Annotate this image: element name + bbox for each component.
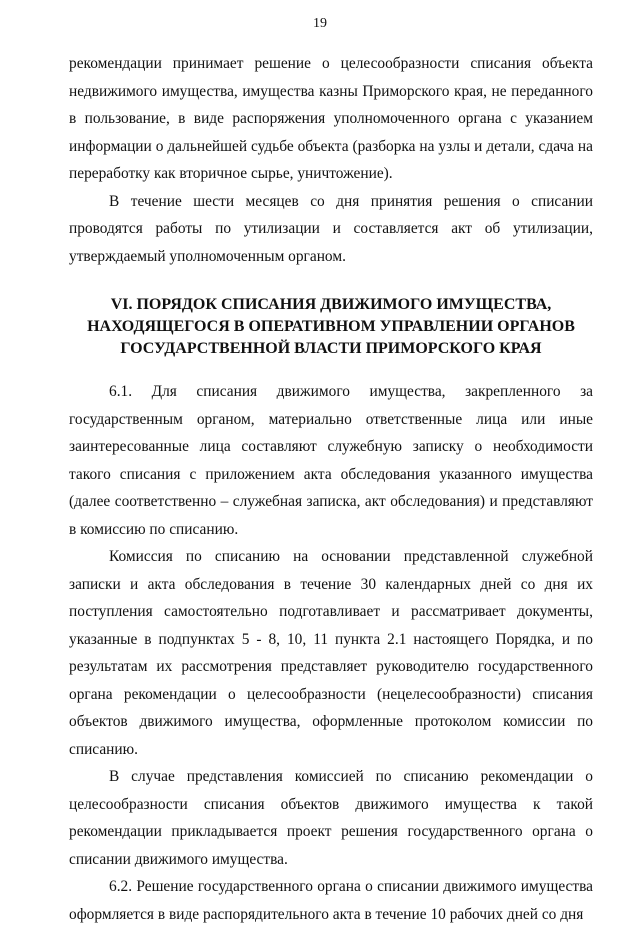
page-number: 19	[313, 16, 327, 31]
paragraph: 6.2. Решение государственного органа о списании движимого имущества оформляется в виде распорядительного акта в течение 10 рабочих дней со дня	[69, 878, 593, 923]
document-body	[69, 50, 593, 928]
paragraph: Комиссия по списанию на основании представленной служебной записки и акта обследования в течение 30 календарных дней со дня их поступления самостоятельно подготавливает и рассматривает документы, указанные в подпунктах 5 - 8, 10, 11 пункта 2.1 настоящего Порядка, и по результатам их рассмотрения представляет руководителю государственного органа рекомендации о целесообразности (нецелесообразности) списания объектов движимого имущества, оформленные протоколом комиссии по списанию.	[69, 548, 593, 758]
paragraph: В течение шести месяцев со дня принятия решения о списании проводятся работы по утилизации и составляется акт об утилизации, утверждаемый уполномоченным органом.	[69, 192, 593, 265]
paragraph: 6.1. Для списания движимого имущества, закрепленного за государственным органом, материально ответственные лица или иные заинтересованные лица составляют служебную записку о необходимости такого списания с приложением акта обследования указанного имущества (далее соответственно – служебная записка, акт обследования) и представляют в комиссию по списанию.	[69, 383, 593, 538]
paragraph: В случае представления комиссией по списанию рекомендации о целесообразности списания объектов движимого имущества к такой рекомендации прикладывается проект решения государственного органа о списании движимого имущества.	[69, 768, 593, 868]
section-heading: VI. ПОРЯДОК СПИСАНИЯ ДВИЖИМОГО ИМУЩЕСТВА, НАХОДЯЩЕГОСЯ В ОПЕРАТИВНОМ УПРАВЛЕНИИ ОРГАНОВ ГОСУДАРСТВЕННОЙ ВЛАСТИ ПРИМОРСКОГО КРАЯ	[87, 296, 575, 357]
paragraph: рекомендации принимает решение о целесообразности списания объекта недвижимого имущества, имущества казны Приморского края, не переданного в пользование, в виде распоряжения уполномоченного органа с указанием информации о дальнейшей судьбе объекта (разборка на узлы и детали, сдача на переработку как вторичное сырье, уничтожение).	[69, 55, 593, 182]
